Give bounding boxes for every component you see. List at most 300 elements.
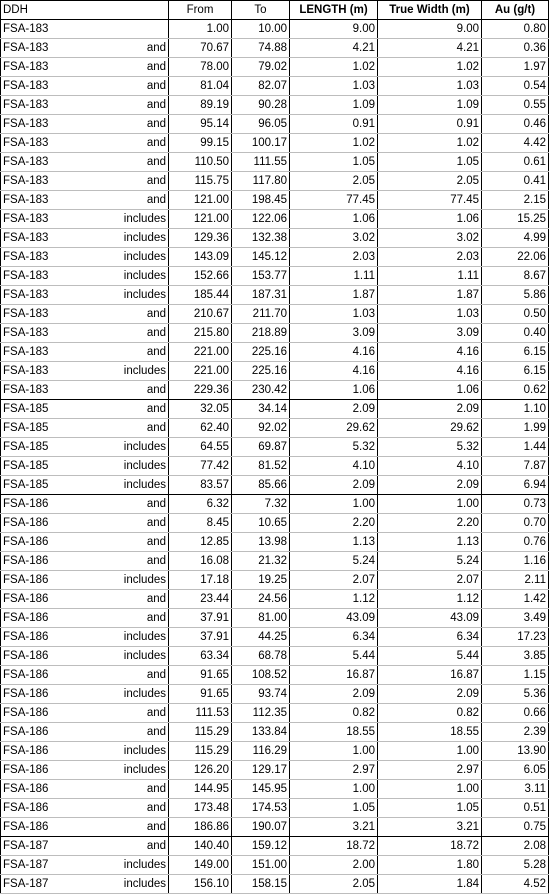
cell-qualifier: includes — [69, 628, 169, 647]
cell-ddh: FSA-183 — [1, 77, 69, 96]
cell-ddh: FSA-185 — [1, 457, 69, 476]
cell-true-width: 1.05 — [378, 153, 482, 172]
cell-ddh: FSA-186 — [1, 685, 69, 704]
table-row — [1, 666, 549, 685]
cell-from: 149.00 — [169, 856, 232, 875]
cell-true-width: 9.00 — [378, 20, 482, 39]
cell-to: 218.89 — [232, 324, 290, 343]
cell-true-width: 4.16 — [378, 343, 482, 362]
cell-au: 0.50 — [482, 305, 549, 324]
cell-true-width: 2.05 — [378, 172, 482, 191]
cell-to: 145.95 — [232, 780, 290, 799]
cell-ddh: FSA-185 — [1, 476, 69, 495]
cell-from: 156.10 — [169, 875, 232, 894]
table-row — [1, 172, 549, 191]
cell-au: 3.49 — [482, 609, 549, 628]
cell-au: 0.66 — [482, 704, 549, 723]
table-body — [1, 20, 549, 894]
cell-to: 145.12 — [232, 248, 290, 267]
cell-au: 0.36 — [482, 39, 549, 58]
table-row — [1, 400, 549, 419]
cell-to: 34.14 — [232, 400, 290, 419]
table-row — [1, 438, 549, 457]
cell-ddh: FSA-187 — [1, 856, 69, 875]
cell-qualifier: and — [69, 343, 169, 362]
cell-true-width: 5.32 — [378, 438, 482, 457]
cell-true-width: 4.21 — [378, 39, 482, 58]
cell-length: 9.00 — [290, 20, 378, 39]
cell-ddh: FSA-187 — [1, 875, 69, 894]
cell-from: 17.18 — [169, 571, 232, 590]
table-row — [1, 799, 549, 818]
cell-from: 95.14 — [169, 115, 232, 134]
cell-to: 225.16 — [232, 343, 290, 362]
cell-to: 82.07 — [232, 77, 290, 96]
cell-to: 92.02 — [232, 419, 290, 438]
cell-ddh: FSA-183 — [1, 58, 69, 77]
table-row — [1, 229, 549, 248]
cell-length: 3.21 — [290, 818, 378, 837]
table-row — [1, 495, 549, 514]
cell-from: 62.40 — [169, 419, 232, 438]
table-row — [1, 533, 549, 552]
table-row — [1, 628, 549, 647]
cell-au: 1.10 — [482, 400, 549, 419]
cell-qualifier: includes — [69, 248, 169, 267]
table-row — [1, 514, 549, 533]
cell-to: 151.00 — [232, 856, 290, 875]
cell-qualifier: includes — [69, 267, 169, 286]
cell-length: 1.03 — [290, 77, 378, 96]
cell-au: 0.55 — [482, 96, 549, 115]
cell-true-width: 1.13 — [378, 533, 482, 552]
cell-from: 23.44 — [169, 590, 232, 609]
cell-au: 8.67 — [482, 267, 549, 286]
table-row — [1, 476, 549, 495]
cell-length: 1.06 — [290, 210, 378, 229]
cell-to: 96.05 — [232, 115, 290, 134]
cell-length: 3.09 — [290, 324, 378, 343]
cell-to: 225.16 — [232, 362, 290, 381]
cell-qualifier: and — [69, 514, 169, 533]
cell-length: 1.03 — [290, 305, 378, 324]
cell-ddh: FSA-183 — [1, 267, 69, 286]
cell-from: 83.57 — [169, 476, 232, 495]
cell-au: 1.42 — [482, 590, 549, 609]
table-row — [1, 362, 549, 381]
cell-au: 0.75 — [482, 818, 549, 837]
cell-true-width: 4.10 — [378, 457, 482, 476]
table-row — [1, 818, 549, 837]
header-to: To — [232, 1, 290, 20]
header-ddh: DDH — [1, 1, 69, 20]
cell-true-width: 1.06 — [378, 210, 482, 229]
cell-from: 89.19 — [169, 96, 232, 115]
cell-length: 2.09 — [290, 400, 378, 419]
cell-au: 0.54 — [482, 77, 549, 96]
cell-ddh: FSA-183 — [1, 20, 69, 39]
cell-true-width: 29.62 — [378, 419, 482, 438]
cell-from: 115.29 — [169, 742, 232, 761]
table-row — [1, 875, 549, 894]
header-from: From — [169, 1, 232, 20]
cell-length: 77.45 — [290, 191, 378, 210]
cell-length: 1.05 — [290, 153, 378, 172]
cell-true-width: 1.11 — [378, 267, 482, 286]
table-row — [1, 761, 549, 780]
cell-true-width: 1.02 — [378, 134, 482, 153]
cell-from: 186.86 — [169, 818, 232, 837]
cell-true-width: 18.55 — [378, 723, 482, 742]
cell-length: 5.32 — [290, 438, 378, 457]
cell-length: 1.00 — [290, 495, 378, 514]
cell-length: 5.44 — [290, 647, 378, 666]
cell-au: 0.76 — [482, 533, 549, 552]
table-row — [1, 742, 549, 761]
cell-true-width: 1.05 — [378, 799, 482, 818]
table-row — [1, 191, 549, 210]
cell-ddh: FSA-186 — [1, 742, 69, 761]
header-length: LENGTH (m) — [290, 1, 378, 20]
cell-qualifier: includes — [69, 362, 169, 381]
cell-ddh: FSA-185 — [1, 438, 69, 457]
cell-from: 143.09 — [169, 248, 232, 267]
cell-from: 91.65 — [169, 685, 232, 704]
cell-au: 0.62 — [482, 381, 549, 400]
table-row — [1, 267, 549, 286]
cell-length: 18.55 — [290, 723, 378, 742]
cell-qualifier: and — [69, 799, 169, 818]
cell-true-width: 1.09 — [378, 96, 482, 115]
cell-qualifier: and — [69, 609, 169, 628]
cell-true-width: 2.09 — [378, 400, 482, 419]
cell-qualifier: includes — [69, 685, 169, 704]
table-row — [1, 324, 549, 343]
cell-ddh: FSA-186 — [1, 533, 69, 552]
cell-to: 117.80 — [232, 172, 290, 191]
cell-length: 2.05 — [290, 172, 378, 191]
cell-au: 5.86 — [482, 286, 549, 305]
cell-ddh: FSA-183 — [1, 153, 69, 172]
cell-ddh: FSA-183 — [1, 39, 69, 58]
cell-qualifier: and — [69, 666, 169, 685]
cell-length: 43.09 — [290, 609, 378, 628]
cell-length: 1.09 — [290, 96, 378, 115]
cell-qualifier: and — [69, 96, 169, 115]
cell-au: 22.06 — [482, 248, 549, 267]
cell-ddh: FSA-183 — [1, 115, 69, 134]
cell-length: 4.16 — [290, 362, 378, 381]
cell-ddh: FSA-186 — [1, 723, 69, 742]
table-row — [1, 343, 549, 362]
cell-au: 6.15 — [482, 343, 549, 362]
cell-to: 68.78 — [232, 647, 290, 666]
table-row — [1, 837, 549, 856]
cell-qualifier: and — [69, 58, 169, 77]
cell-qualifier: and — [69, 818, 169, 837]
cell-length: 2.00 — [290, 856, 378, 875]
cell-to: 112.35 — [232, 704, 290, 723]
cell-to: 79.02 — [232, 58, 290, 77]
cell-to: 174.53 — [232, 799, 290, 818]
cell-true-width: 1.00 — [378, 742, 482, 761]
cell-from: 129.36 — [169, 229, 232, 248]
cell-au: 2.08 — [482, 837, 549, 856]
cell-qualifier: and — [69, 324, 169, 343]
cell-true-width: 2.09 — [378, 476, 482, 495]
cell-qualifier: and — [69, 723, 169, 742]
cell-from: 140.40 — [169, 837, 232, 856]
cell-qualifier: and — [69, 305, 169, 324]
table-row — [1, 856, 549, 875]
cell-ddh: FSA-186 — [1, 571, 69, 590]
cell-length: 1.13 — [290, 533, 378, 552]
table-row — [1, 210, 549, 229]
cell-from: 110.50 — [169, 153, 232, 172]
cell-to: 93.74 — [232, 685, 290, 704]
cell-au: 17.23 — [482, 628, 549, 647]
cell-ddh: FSA-183 — [1, 381, 69, 400]
cell-qualifier: and — [69, 39, 169, 58]
cell-to: 10.65 — [232, 514, 290, 533]
cell-from: 111.53 — [169, 704, 232, 723]
cell-true-width: 0.82 — [378, 704, 482, 723]
cell-au: 6.05 — [482, 761, 549, 780]
cell-from: 8.45 — [169, 514, 232, 533]
cell-ddh: FSA-186 — [1, 495, 69, 514]
cell-to: 69.87 — [232, 438, 290, 457]
cell-ddh: FSA-186 — [1, 704, 69, 723]
cell-length: 1.02 — [290, 134, 378, 153]
cell-qualifier: and — [69, 134, 169, 153]
cell-from: 32.05 — [169, 400, 232, 419]
table-row — [1, 153, 549, 172]
table-row — [1, 77, 549, 96]
cell-to: 44.25 — [232, 628, 290, 647]
cell-ddh: FSA-183 — [1, 286, 69, 305]
cell-true-width: 1.00 — [378, 780, 482, 799]
cell-to: 100.17 — [232, 134, 290, 153]
cell-ddh: FSA-186 — [1, 628, 69, 647]
cell-from: 63.34 — [169, 647, 232, 666]
table-row — [1, 248, 549, 267]
cell-au: 4.52 — [482, 875, 549, 894]
cell-ddh: FSA-187 — [1, 837, 69, 856]
cell-qualifier: and — [69, 172, 169, 191]
table-row — [1, 419, 549, 438]
cell-ddh: FSA-185 — [1, 400, 69, 419]
cell-length: 1.05 — [290, 799, 378, 818]
table-row — [1, 590, 549, 609]
table-row — [1, 39, 549, 58]
cell-au: 1.99 — [482, 419, 549, 438]
cell-true-width: 2.07 — [378, 571, 482, 590]
cell-true-width: 5.24 — [378, 552, 482, 571]
cell-ddh: FSA-183 — [1, 96, 69, 115]
table-row — [1, 647, 549, 666]
table-row — [1, 134, 549, 153]
cell-length: 29.62 — [290, 419, 378, 438]
cell-ddh: FSA-183 — [1, 324, 69, 343]
cell-true-width: 3.21 — [378, 818, 482, 837]
table-row — [1, 552, 549, 571]
cell-from: 173.48 — [169, 799, 232, 818]
cell-au: 2.15 — [482, 191, 549, 210]
table-row — [1, 305, 549, 324]
cell-qualifier: includes — [69, 856, 169, 875]
cell-from: 70.67 — [169, 39, 232, 58]
cell-from: 215.80 — [169, 324, 232, 343]
cell-length: 1.02 — [290, 58, 378, 77]
cell-au: 6.15 — [482, 362, 549, 381]
cell-au: 1.16 — [482, 552, 549, 571]
cell-from: 115.29 — [169, 723, 232, 742]
cell-au: 0.61 — [482, 153, 549, 172]
cell-ddh: FSA-185 — [1, 419, 69, 438]
cell-ddh: FSA-186 — [1, 666, 69, 685]
cell-qualifier: and — [69, 533, 169, 552]
cell-to: 133.84 — [232, 723, 290, 742]
cell-length: 1.00 — [290, 742, 378, 761]
cell-to: 187.31 — [232, 286, 290, 305]
cell-from: 16.08 — [169, 552, 232, 571]
cell-au: 3.11 — [482, 780, 549, 799]
cell-qualifier: includes — [69, 875, 169, 894]
cell-qualifier: and — [69, 153, 169, 172]
cell-au: 4.99 — [482, 229, 549, 248]
cell-to: 153.77 — [232, 267, 290, 286]
table-row — [1, 286, 549, 305]
table-row — [1, 58, 549, 77]
cell-to: 116.29 — [232, 742, 290, 761]
cell-from: 77.42 — [169, 457, 232, 476]
cell-au: 1.44 — [482, 438, 549, 457]
cell-true-width: 3.09 — [378, 324, 482, 343]
cell-true-width: 2.97 — [378, 761, 482, 780]
table-row — [1, 723, 549, 742]
cell-to: 21.32 — [232, 552, 290, 571]
table-row — [1, 381, 549, 400]
cell-from: 81.04 — [169, 77, 232, 96]
cell-length: 2.09 — [290, 685, 378, 704]
cell-from: 121.00 — [169, 191, 232, 210]
cell-qualifier: and — [69, 704, 169, 723]
cell-from: 64.55 — [169, 438, 232, 457]
cell-from: 152.66 — [169, 267, 232, 286]
cell-from: 37.91 — [169, 628, 232, 647]
cell-qualifier: includes — [69, 438, 169, 457]
cell-au: 0.73 — [482, 495, 549, 514]
table-row — [1, 457, 549, 476]
cell-ddh: FSA-186 — [1, 780, 69, 799]
cell-length: 1.87 — [290, 286, 378, 305]
cell-from: 126.20 — [169, 761, 232, 780]
table-row — [1, 685, 549, 704]
cell-to: 13.98 — [232, 533, 290, 552]
header-au: Au (g/t) — [482, 1, 549, 20]
table-row — [1, 571, 549, 590]
table-row — [1, 96, 549, 115]
cell-from: 144.95 — [169, 780, 232, 799]
cell-qualifier: and — [69, 780, 169, 799]
table-row — [1, 20, 549, 39]
cell-true-width: 77.45 — [378, 191, 482, 210]
header-true-width: True Width (m) — [378, 1, 482, 20]
cell-au: 0.51 — [482, 799, 549, 818]
table-row — [1, 704, 549, 723]
cell-true-width: 1.03 — [378, 77, 482, 96]
cell-au: 0.70 — [482, 514, 549, 533]
cell-au: 6.94 — [482, 476, 549, 495]
cell-to: 122.06 — [232, 210, 290, 229]
cell-qualifier: includes — [69, 647, 169, 666]
cell-au: 13.90 — [482, 742, 549, 761]
cell-length: 6.34 — [290, 628, 378, 647]
cell-ddh: FSA-186 — [1, 590, 69, 609]
cell-qualifier: and — [69, 400, 169, 419]
table-row — [1, 609, 549, 628]
cell-length: 4.16 — [290, 343, 378, 362]
cell-qualifier: includes — [69, 476, 169, 495]
cell-from: 1.00 — [169, 20, 232, 39]
cell-to: 90.28 — [232, 96, 290, 115]
cell-from: 37.91 — [169, 609, 232, 628]
cell-length: 0.91 — [290, 115, 378, 134]
cell-qualifier: and — [69, 837, 169, 856]
cell-to: 24.56 — [232, 590, 290, 609]
cell-length: 2.20 — [290, 514, 378, 533]
cell-to: 159.12 — [232, 837, 290, 856]
cell-length: 4.10 — [290, 457, 378, 476]
cell-ddh: FSA-186 — [1, 799, 69, 818]
cell-qualifier: and — [69, 115, 169, 134]
cell-from: 115.75 — [169, 172, 232, 191]
cell-to: 7.32 — [232, 495, 290, 514]
cell-to: 10.00 — [232, 20, 290, 39]
cell-qualifier: includes — [69, 761, 169, 780]
cell-length: 4.21 — [290, 39, 378, 58]
cell-au: 7.87 — [482, 457, 549, 476]
cell-to: 132.38 — [232, 229, 290, 248]
cell-true-width: 0.91 — [378, 115, 482, 134]
cell-ddh: FSA-186 — [1, 818, 69, 837]
cell-qualifier: and — [69, 552, 169, 571]
cell-length: 1.12 — [290, 590, 378, 609]
cell-qualifier: and — [69, 191, 169, 210]
cell-from: 91.65 — [169, 666, 232, 685]
cell-ddh: FSA-186 — [1, 552, 69, 571]
cell-ddh: FSA-183 — [1, 343, 69, 362]
cell-true-width: 1.12 — [378, 590, 482, 609]
cell-true-width: 6.34 — [378, 628, 482, 647]
cell-true-width: 4.16 — [378, 362, 482, 381]
cell-au: 0.41 — [482, 172, 549, 191]
table-row — [1, 780, 549, 799]
cell-ddh: FSA-183 — [1, 248, 69, 267]
cell-true-width: 1.80 — [378, 856, 482, 875]
cell-length: 0.82 — [290, 704, 378, 723]
cell-length: 1.00 — [290, 780, 378, 799]
cell-to: 190.07 — [232, 818, 290, 837]
cell-true-width: 1.03 — [378, 305, 482, 324]
cell-qualifier: includes — [69, 571, 169, 590]
cell-from: 99.15 — [169, 134, 232, 153]
cell-ddh: FSA-186 — [1, 647, 69, 666]
cell-from: 12.85 — [169, 533, 232, 552]
cell-true-width: 1.87 — [378, 286, 482, 305]
cell-true-width: 16.87 — [378, 666, 482, 685]
cell-length: 5.24 — [290, 552, 378, 571]
